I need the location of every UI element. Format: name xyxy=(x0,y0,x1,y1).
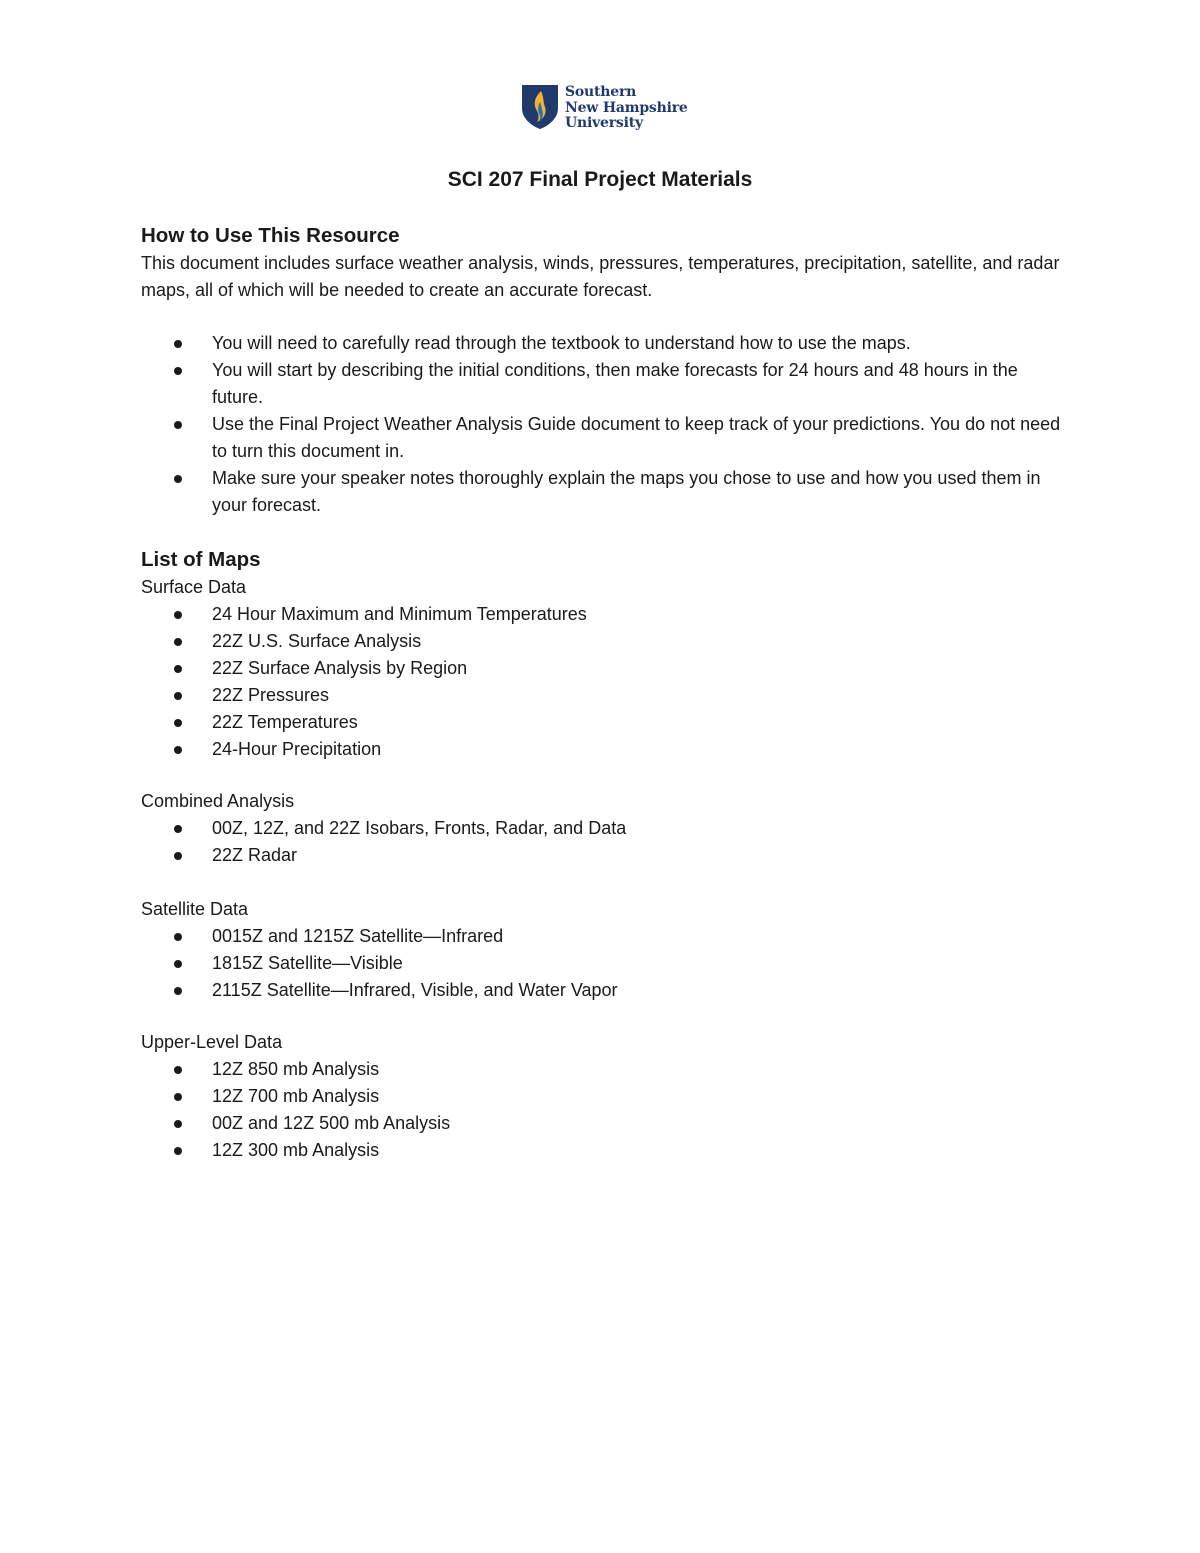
group-label-upper-level-data: Upper-Level Data xyxy=(141,1032,283,1052)
list-item: 12Z 850 mb Analysis xyxy=(141,1056,1061,1083)
bullet-icon xyxy=(174,987,182,995)
bullet-icon xyxy=(174,1120,182,1128)
list-item: Use the Final Project Weather Analysis Guide document to keep track of your predictions. You do not need to turn this document in. xyxy=(141,411,1061,465)
bullet-icon xyxy=(174,960,182,968)
bullet-icon xyxy=(174,852,182,860)
surface-data-list xyxy=(141,601,1061,763)
bullet-icon xyxy=(174,665,182,673)
list-item: 00Z, 12Z, and 22Z Isobars, Fronts, Radar, and Data xyxy=(141,815,1061,842)
shield-flame-icon xyxy=(521,84,559,130)
bullet-icon xyxy=(174,1066,182,1074)
logo-wordmark xyxy=(565,85,688,132)
list-item: 1815Z Satellite—Visible xyxy=(141,950,1061,977)
list-item: You will need to carefully read through the textbook to understand how to use the maps. xyxy=(141,330,1061,357)
list-item: You will start by describing the initial conditions, then make forecasts for 24 hours and 48 hours in the future. xyxy=(141,357,1061,411)
logo-line-1: Southern xyxy=(565,84,637,100)
bullet-icon xyxy=(174,746,182,754)
logo-line-2: New Hampshire xyxy=(565,99,688,116)
bullet-icon xyxy=(174,611,182,619)
bullet-icon xyxy=(174,367,182,375)
page-title: SCI 207 Final Project Materials xyxy=(447,168,753,191)
list-item: 24 Hour Maximum and Minimum Temperatures xyxy=(141,601,1061,628)
bullet-icon xyxy=(174,421,182,429)
maps-heading: List of Maps xyxy=(141,548,261,571)
logo-line-3: University xyxy=(565,115,643,131)
list-item: 22Z U.S. Surface Analysis xyxy=(141,628,1061,655)
satellite-data-list xyxy=(141,923,1061,1004)
how-to-bullet-list xyxy=(141,330,1061,519)
list-item: 22Z Surface Analysis by Region xyxy=(141,655,1061,682)
university-logo xyxy=(521,84,688,132)
list-item: 0015Z and 1215Z Satellite—Infrared xyxy=(141,923,1061,950)
list-item: 22Z Temperatures xyxy=(141,709,1061,736)
bullet-icon xyxy=(174,340,182,348)
upper-level-data-list xyxy=(141,1056,1061,1164)
group-label-satellite-data: Satellite Data xyxy=(141,899,249,919)
list-item: 2115Z Satellite—Infrared, Visible, and Water Vapor xyxy=(141,977,1061,1004)
bullet-icon xyxy=(174,692,182,700)
list-item: 22Z Pressures xyxy=(141,682,1061,709)
bullet-icon xyxy=(174,719,182,727)
bullet-icon xyxy=(174,475,182,483)
bullet-icon xyxy=(174,933,182,941)
group-label-surface-data: Surface Data xyxy=(141,577,247,597)
list-item: 22Z Radar xyxy=(141,842,1061,869)
list-item: 24-Hour Precipitation xyxy=(141,736,1061,763)
list-item: 00Z and 12Z 500 mb Analysis xyxy=(141,1110,1061,1137)
how-to-intro: This document includes surface weather analysis, winds, pressures, temperatures, precipitation, satellite, and radar maps, all of which will be needed to create an accurate forecast. xyxy=(141,253,1060,300)
group-label-combined-analysis: Combined Analysis xyxy=(141,791,295,811)
how-to-heading: How to Use This Resource xyxy=(141,224,400,247)
bullet-icon xyxy=(174,638,182,646)
list-item: 12Z 300 mb Analysis xyxy=(141,1137,1061,1164)
bullet-icon xyxy=(174,1147,182,1155)
list-item: 12Z 700 mb Analysis xyxy=(141,1083,1061,1110)
list-item: Make sure your speaker notes thoroughly explain the maps you chose to use and how you used them in your forecast. xyxy=(141,465,1061,519)
document-body xyxy=(141,222,1061,1164)
combined-analysis-list xyxy=(141,815,1061,869)
bullet-icon xyxy=(174,1093,182,1101)
bullet-icon xyxy=(174,825,182,833)
